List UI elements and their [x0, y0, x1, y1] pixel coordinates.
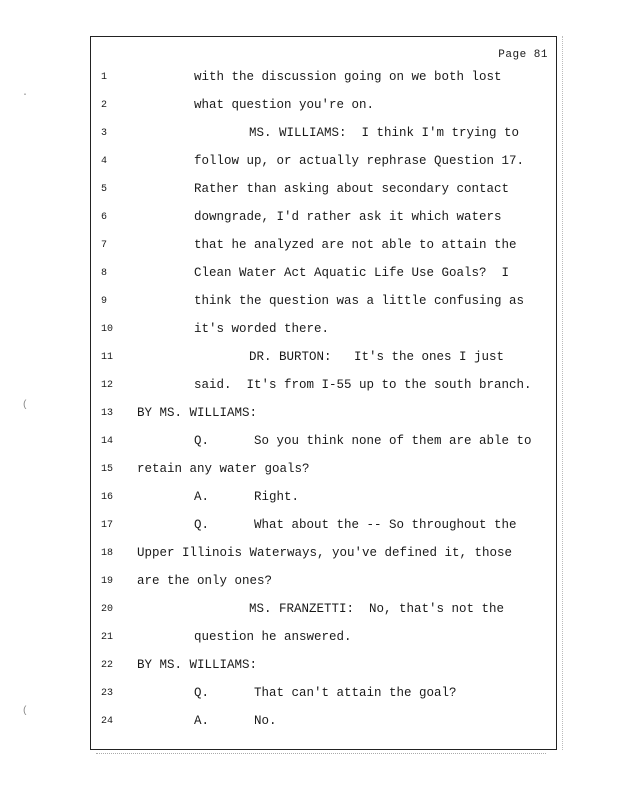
line-number: 20 — [101, 604, 114, 615]
line-number: 23 — [101, 688, 114, 699]
line-text: BY MS. WILLIAMS: — [137, 658, 258, 672]
line-text: question he answered. — [194, 630, 352, 644]
line-number: 14 — [101, 436, 114, 447]
line-number: 3 — [101, 128, 108, 139]
transcript-line — [91, 658, 558, 678]
transcript-line — [91, 434, 558, 454]
transcript-line — [91, 154, 558, 174]
line-text: MS. FRANZETTI: No, that's not the — [249, 602, 505, 616]
transcript-line — [91, 630, 558, 650]
transcript-line — [91, 406, 558, 426]
line-text: DR. BURTON: It's the ones I just — [249, 350, 505, 364]
line-number: 2 — [101, 100, 108, 111]
hole-punch-mark: · — [22, 90, 29, 101]
line-text: Q. So you think none of them are able to — [194, 434, 532, 448]
line-text: follow up, or actually rephrase Question 17. — [194, 154, 525, 168]
transcript-page — [90, 36, 557, 750]
line-number: 10 — [101, 324, 114, 335]
transcript-line — [91, 210, 558, 230]
line-text: are the only ones? — [137, 574, 273, 588]
bottom-scan-edge — [96, 753, 546, 757]
line-number: 19 — [101, 576, 114, 587]
hole-punch-mark: ( — [22, 400, 29, 411]
line-text: MS. WILLIAMS: I think I'm trying to — [249, 126, 520, 140]
line-text: BY MS. WILLIAMS: — [137, 406, 258, 420]
transcript-line — [91, 294, 558, 314]
line-number: 15 — [101, 464, 114, 475]
line-number: 7 — [101, 240, 108, 251]
transcript-line — [91, 70, 558, 90]
line-number: 8 — [101, 268, 108, 279]
line-number: 1 — [101, 72, 108, 83]
line-text: Rather than asking about secondary contact — [194, 182, 510, 196]
transcript-line — [91, 462, 558, 482]
transcript-line — [91, 126, 558, 146]
transcript-line — [91, 714, 558, 734]
transcript-line — [91, 182, 558, 202]
line-number: 17 — [101, 520, 114, 531]
transcript-line — [91, 490, 558, 510]
line-text: Q. What about the -- So throughout the — [194, 518, 517, 532]
line-number: 21 — [101, 632, 114, 643]
line-number: 4 — [101, 156, 108, 167]
right-margin-edge — [562, 36, 565, 750]
line-text: retain any water goals? — [137, 462, 310, 476]
transcript-line — [91, 686, 558, 706]
line-number: 6 — [101, 212, 108, 223]
transcript-line — [91, 238, 558, 258]
transcript-line — [91, 546, 558, 566]
line-number: 16 — [101, 492, 114, 503]
line-number: 9 — [101, 296, 108, 307]
line-text: think the question was a little confusing as — [194, 294, 525, 308]
transcript-line — [91, 602, 558, 622]
transcript-line — [91, 350, 558, 370]
line-text: A. Right. — [194, 490, 300, 504]
transcript-line — [91, 378, 558, 398]
line-number: 18 — [101, 548, 114, 559]
line-text: Q. That can't attain the goal? — [194, 686, 457, 700]
line-text: that he analyzed are not able to attain the — [194, 238, 517, 252]
line-number: 5 — [101, 184, 108, 195]
line-number: 12 — [101, 380, 114, 391]
transcript-line — [91, 322, 558, 342]
transcript-line — [91, 574, 558, 594]
line-text: it's worded there. — [194, 322, 330, 336]
line-number: 22 — [101, 660, 114, 671]
line-text: A. No. — [194, 714, 277, 728]
line-text: what question you're on. — [194, 98, 375, 112]
line-number: 13 — [101, 408, 114, 419]
hole-punch-mark: ( — [22, 706, 29, 717]
line-text: Clean Water Act Aquatic Life Use Goals? I — [194, 266, 510, 280]
line-number: 24 — [101, 716, 114, 727]
line-text: said. It's from I-55 up to the south branch. — [194, 378, 532, 392]
transcript-line — [91, 98, 558, 118]
line-text: downgrade, I'd rather ask it which waters — [194, 210, 502, 224]
line-number: 11 — [101, 352, 114, 363]
transcript-line — [91, 518, 558, 538]
page-number: Page 81 — [498, 49, 548, 61]
transcript-line — [91, 266, 558, 286]
line-text: Upper Illinois Waterways, you've defined it, those — [137, 546, 513, 560]
line-text: with the discussion going on we both lost — [194, 70, 502, 84]
